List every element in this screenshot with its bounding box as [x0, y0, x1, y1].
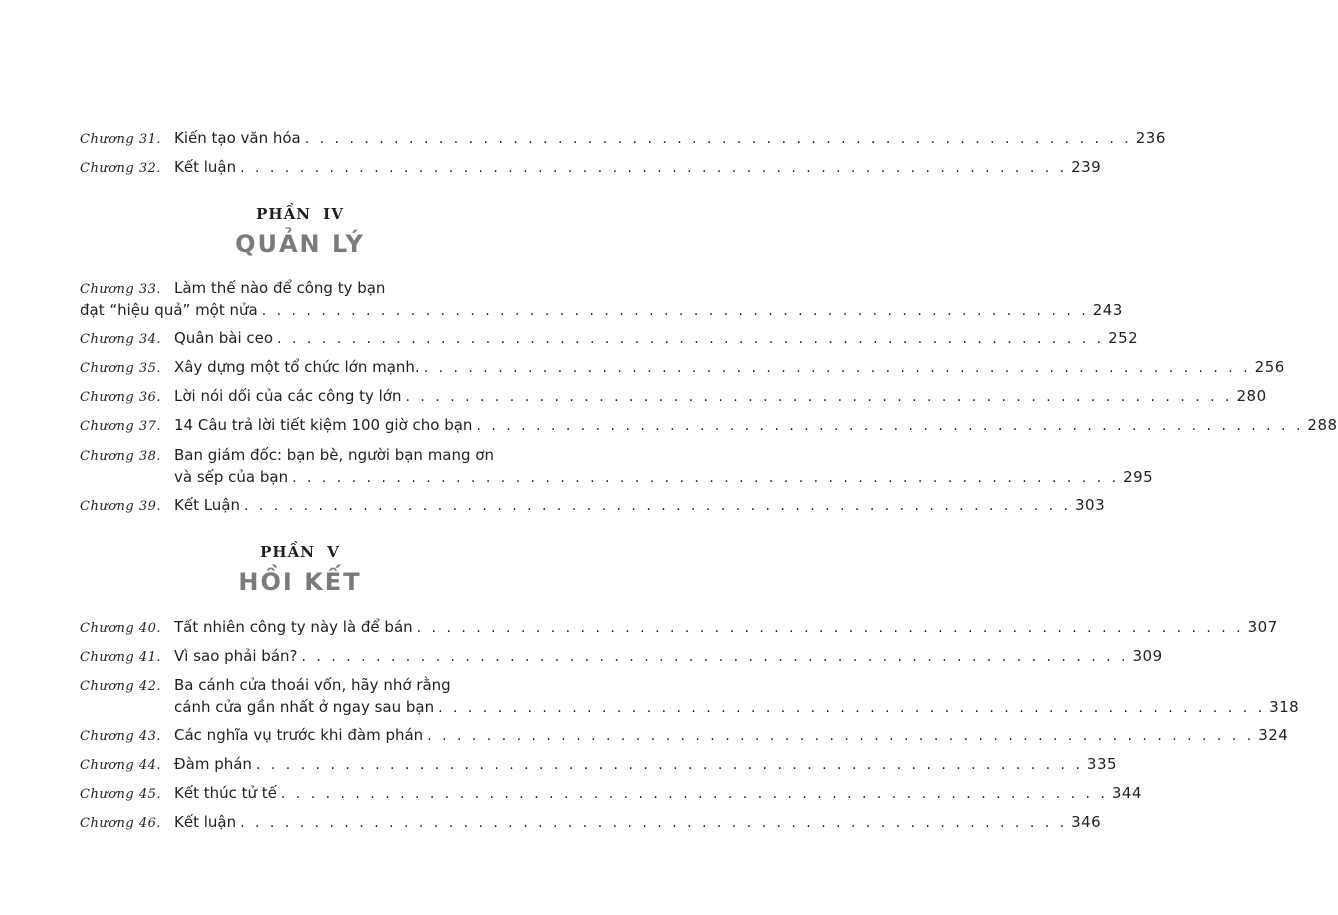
part-iv-label: PHẦN IV	[256, 205, 344, 223]
chapter-label: Chương 41.	[80, 650, 162, 665]
page-number: 295	[1123, 468, 1154, 486]
chapter-label: Chương 36.	[80, 390, 162, 405]
toc-entry-46	[80, 811, 1102, 833]
page-number: 243	[1092, 301, 1123, 319]
chapter-label: Chương 40.	[80, 621, 162, 636]
page-number: 288	[1307, 416, 1338, 434]
toc-entry-35	[80, 356, 1285, 378]
page-number: 303	[1075, 496, 1106, 514]
dot-leader	[302, 646, 1129, 668]
toc-entry-42	[80, 674, 1300, 718]
toc-entry-43	[80, 724, 1289, 746]
chapter-label: Chương 38.	[80, 449, 162, 464]
chapter-title: và sếp của bạn	[174, 468, 289, 486]
chapter-title: Vì sao phải bán?	[174, 647, 298, 665]
chapter-label: Chương 33.	[80, 282, 162, 297]
toc-entry-38	[80, 444, 1154, 488]
dot-leader	[292, 467, 1119, 489]
chapter-title-line1: Làm thế nào để công ty bạn	[174, 279, 386, 297]
chapter-title: Kiến tạo văn hóa	[174, 129, 301, 147]
dot-leader	[277, 328, 1104, 350]
chapter-title: Xây dựng một tổ chức lớn mạnh.	[174, 358, 420, 376]
toc-entry-31	[80, 127, 1166, 149]
chapter-label: Chương 34.	[80, 332, 162, 347]
toc-entry-33	[80, 277, 1123, 321]
dot-leader	[406, 386, 1233, 408]
chapter-label: Chương 31.	[80, 132, 162, 147]
chapter-title: đạt “hiệu quả” một nửa	[80, 301, 258, 319]
toc-entry-45	[80, 782, 1143, 804]
chapter-title-line1: Ba cánh cửa thoái vốn, hãy nhớ rằng	[174, 676, 451, 694]
chapter-label: Chương 46.	[80, 816, 162, 831]
chapter-label: Chương 45.	[80, 787, 162, 802]
page-number: 236	[1135, 129, 1166, 147]
page-number: 307	[1247, 618, 1278, 636]
dot-leader	[262, 300, 1089, 322]
page-number: 309	[1132, 647, 1163, 665]
chapter-title: 14 Câu trả lời tiết kiệm 100 giờ cho bạn	[174, 416, 473, 434]
chapter-label: Chương 42.	[80, 679, 162, 694]
chapter-title: Quân bài ceo	[174, 329, 274, 347]
page-number: 256	[1254, 358, 1285, 376]
chapter-title: Lời nói dối của các công ty lớn	[174, 387, 402, 405]
chapter-title: Kết thúc tử tế	[174, 784, 277, 802]
dot-leader	[281, 783, 1108, 805]
page-number: 280	[1236, 387, 1267, 405]
dot-leader	[427, 725, 1254, 747]
chapter-title: Các nghĩa vụ trước khi đàm phán	[174, 726, 424, 744]
page-number: 335	[1086, 755, 1118, 773]
chapter-label: Chương 39.	[80, 499, 162, 514]
page-number: 318	[1269, 698, 1300, 716]
page-number: 324	[1258, 726, 1289, 744]
page-number: 344	[1111, 784, 1143, 802]
chapter-title: cánh cửa gần nhất ở ngay sau bạn	[174, 698, 435, 716]
chapter-title: Tất nhiên công ty này là để bán	[174, 618, 413, 636]
chapter-label: Chương 35.	[80, 361, 162, 376]
dot-leader	[438, 697, 1265, 719]
dot-leader	[256, 754, 1083, 776]
toc-entry-37	[80, 414, 1338, 436]
toc-entry-36	[80, 385, 1267, 407]
part-v-title: HỒI KẾT	[238, 568, 362, 596]
dot-leader	[240, 157, 1067, 179]
toc-entry-34	[80, 327, 1139, 349]
part-iv-title: QUẢN LÝ	[235, 230, 365, 258]
dot-leader	[244, 495, 1071, 517]
chapter-title: Kết Luận	[174, 496, 241, 514]
page-number: 346	[1071, 813, 1102, 831]
chapter-label: Chương 44.	[80, 758, 162, 773]
dot-leader	[240, 812, 1067, 834]
dot-leader	[305, 128, 1132, 150]
dot-leader	[476, 415, 1303, 437]
chapter-title: Kết luận	[174, 158, 237, 176]
toc-entry-41	[80, 645, 1163, 667]
chapter-label: Chương 37.	[80, 419, 162, 434]
toc-entry-32	[80, 156, 1102, 178]
chapter-title: Kết luận	[174, 813, 237, 831]
part-v-label: PHẦN V	[260, 543, 340, 561]
page-number: 239	[1071, 158, 1102, 176]
chapter-title: Đàm phán	[174, 755, 252, 773]
chapter-label: Chương 43.	[80, 729, 162, 744]
chapter-title-line1: Ban giám đốc: bạn bè, người bạn mang ơn	[174, 446, 494, 464]
toc-entry-39	[80, 494, 1106, 516]
toc-entry-40	[80, 616, 1278, 638]
toc-entry-44	[80, 753, 1118, 775]
dot-leader	[424, 357, 1251, 379]
chapter-label: Chương 32.	[80, 161, 162, 176]
page-number: 252	[1108, 329, 1139, 347]
dot-leader	[417, 617, 1244, 639]
